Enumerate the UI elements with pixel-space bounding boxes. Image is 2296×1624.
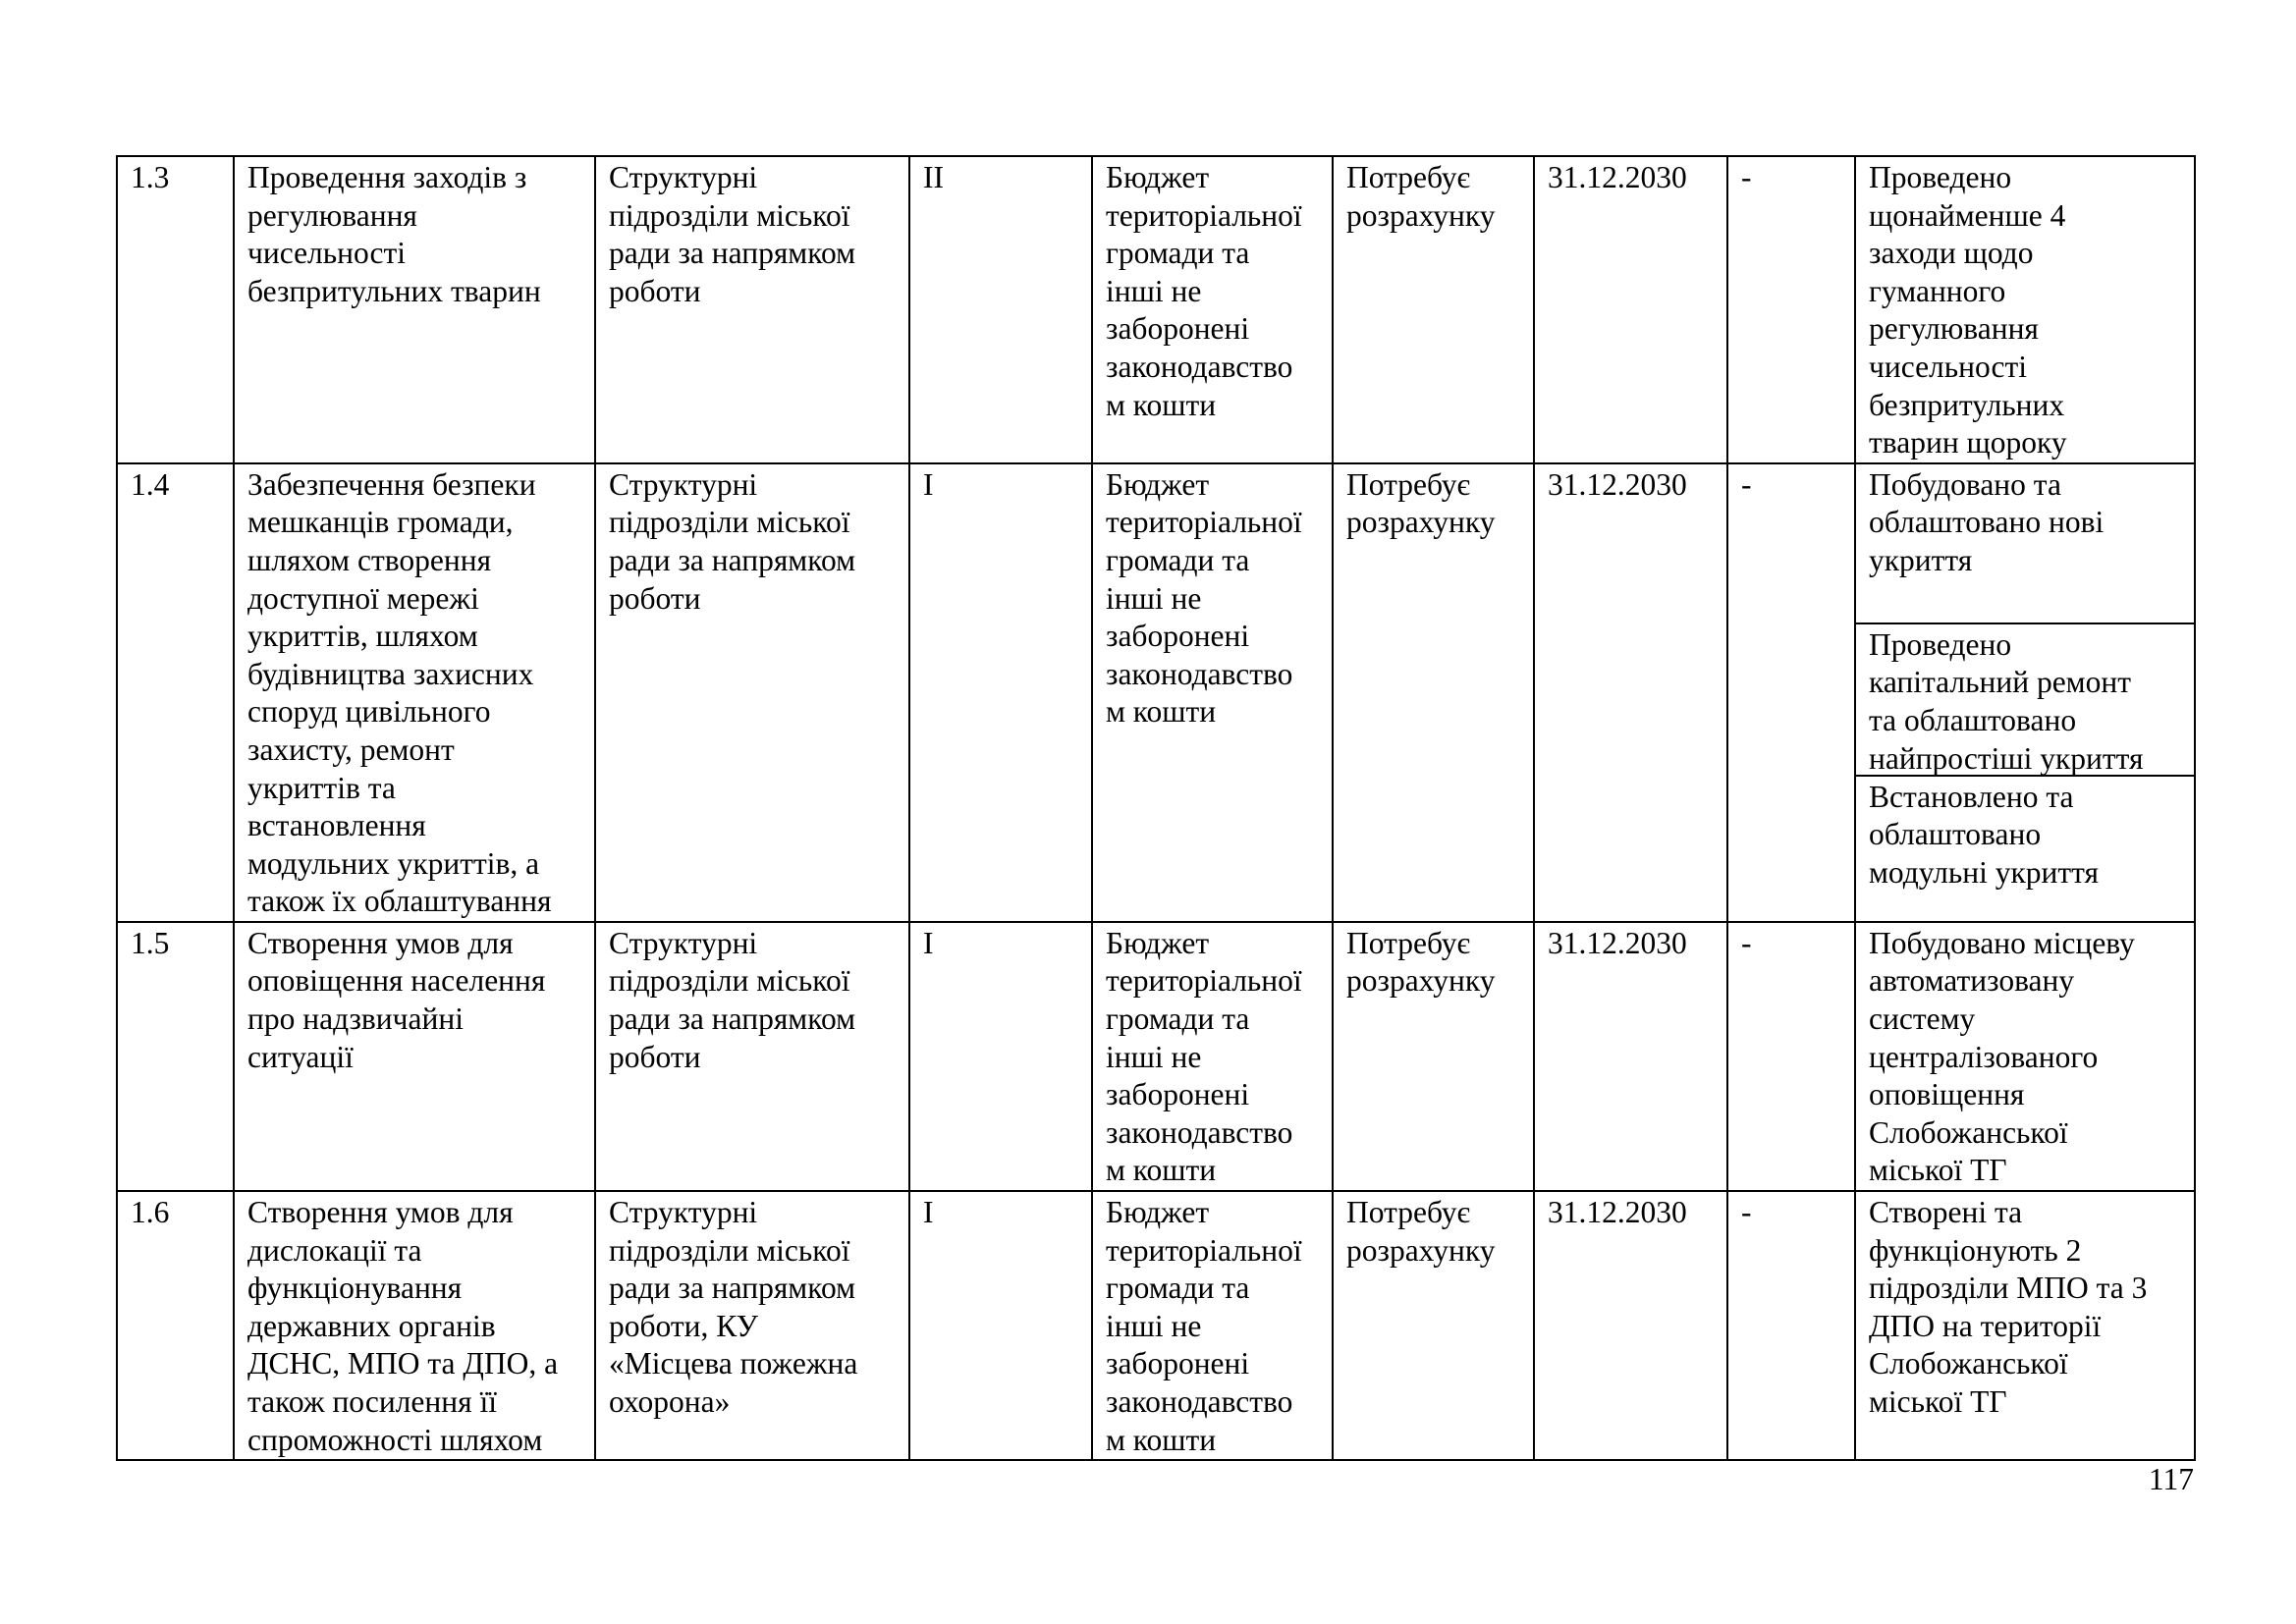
cell-deadline: 31.12.2030 [1534,463,1727,922]
measures-table [116,155,2196,1461]
cell-funding-source: Бюджет територіальної громади та інші не заборонені законодавство м кошти [1092,922,1333,1191]
cell-results: Створені та функціонують 2 підрозділи МПО та 3 ДПО на території Слобожанської міської ТГ [1855,1191,2195,1460]
table-row [117,463,2195,922]
cell-funding-source: Бюджет територіальної громади та інші не заборонені законодавство м кошти [1092,1191,1333,1460]
page-number: 117 [2148,1462,2194,1496]
result-item: Встановлено та облаштовано модульні укриття [1869,779,2100,890]
table-row [117,922,2195,1191]
cell-col8: - [1727,463,1855,922]
cell-col8: - [1727,1191,1855,1460]
cell-results [1855,463,2195,922]
cell-deadline: 31.12.2030 [1534,156,1727,463]
cell-task: Забезпечення безпеки мешканців громади, шляхом створення доступної мережі укриттів, шляхом будівництва захисних споруд цивільного захисту, ремонт укриттів та встановлення модульних укриттів, а також їх облаштування [234,463,595,922]
cell-number: 1.4 [117,463,234,922]
table-row [117,1191,2195,1460]
cell-priority: I [909,922,1092,1191]
cell-funding-source: Бюджет територіальної громади та інші не заборонені законодавство м кошти [1092,156,1333,463]
result-item: Побудовано та облаштовано нові укриття [1856,464,2194,624]
result-item: Проведено капітальний ремонт та облаштовано найпростіші укриття [1856,624,2194,777]
table-row [117,156,2195,463]
cell-funding-source: Бюджет територіальної громади та інші не заборонені законодавство м кошти [1092,463,1333,922]
cell-amount: Потребує розрахунку [1333,463,1534,922]
cell-executors: Структурні підрозділи міської ради за напрямком роботи [595,922,909,1191]
cell-executors: Структурні підрозділи міської ради за напрямком роботи [595,156,909,463]
results-subcells [1856,464,2194,921]
cell-task: Проведення заходів з регулювання чисельності безпритульних тварин [234,156,595,463]
cell-col8: - [1727,156,1855,463]
cell-task: Створення умов для оповіщення населення про надзвичайні ситуації [234,922,595,1191]
cell-deadline: 31.12.2030 [1534,1191,1727,1460]
cell-priority: I [909,463,1092,922]
cell-amount: Потребує розрахунку [1333,1191,1534,1460]
cell-executors: Структурні підрозділи міської ради за напрямком роботи [595,463,909,922]
cell-results: Побудовано місцеву автоматизовану систему централізованого оповіщення Слобожанської міської ТГ [1855,922,2195,1191]
cell-number: 1.5 [117,922,234,1191]
cell-task: Створення умов для дислокації та функціонування державних органів ДСНС, МПО та ДПО, а також посилення її спроможності шляхом [234,1191,595,1460]
cell-results: Проведено щонайменше 4 заходи щодо гуманного регулювання чисельності безпритульних тварин щороку [1855,156,2195,463]
cell-number: 1.6 [117,1191,234,1460]
cell-priority: I [909,1191,1092,1460]
cell-amount: Потребує розрахунку [1333,156,1534,463]
cell-number: 1.3 [117,156,234,463]
cell-amount: Потребує розрахунку [1333,922,1534,1191]
cell-col8: - [1727,922,1855,1191]
cell-priority: II [909,156,1092,463]
cell-executors: Структурні підрозділи міської ради за напрямком роботи, КУ «Місцева пожежна охорона» [595,1191,909,1460]
cell-deadline: 31.12.2030 [1534,922,1727,1191]
